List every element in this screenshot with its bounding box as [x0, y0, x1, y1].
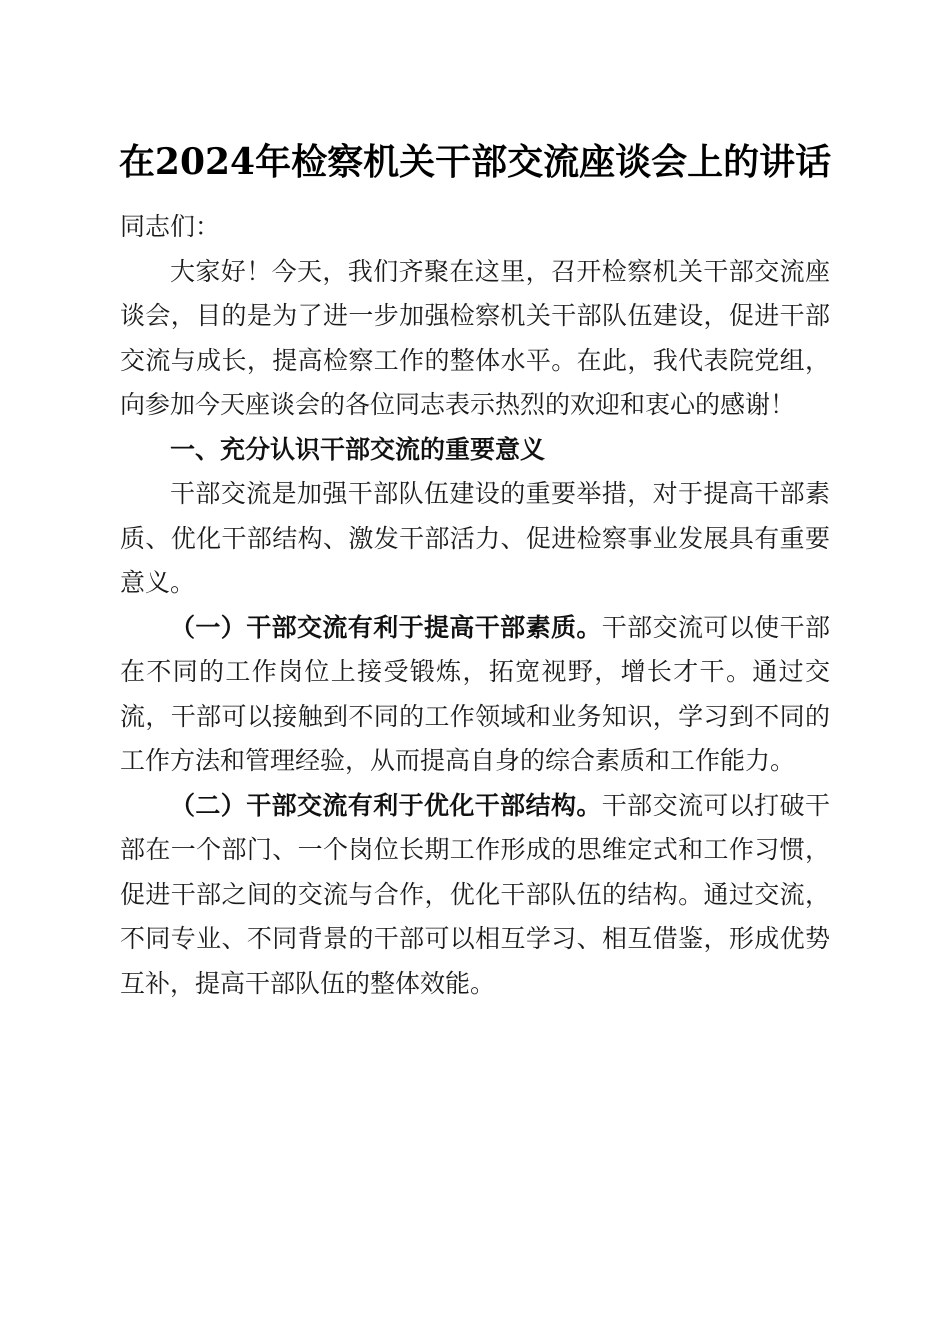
section-lead-paragraph: 干部交流是加强干部队伍建设的重要举措，对于提高干部素质、优化干部结构、激发干部活力、促进检察事业发展具有重要意义。	[120, 479, 830, 597]
subsection-lead-2: （二）干部交流有利于优化干部结构。	[170, 790, 602, 820]
subsection-text-2: 干部交流可以打破干部在一个部门、一个岗位长期工作形成的思维定式和工作习惯，促进干部之间的交流与合作，优化干部队伍的结构。通过交流，不同专业、不同背景的干部可以相互学习、相互借鉴，形成优势互补，提高干部队伍的整体效能。	[120, 790, 830, 998]
subsection-paragraph-2	[120, 784, 830, 1007]
subsection-text-1: 干部交流可以使干部在不同的工作岗位上接受锻炼，拓宽视野，增长才干。通过交流，干部可以接触到不同的工作领域和业务知识，学习到不同的工作方法和管理经验，从而提高自身的综合素质和工作能力。	[120, 612, 830, 775]
subsection-paragraph-1	[120, 606, 830, 784]
intro-paragraph: 大家好！今天，我们齐聚在这里，召开检察机关干部交流座谈会，目的是为了进一步加强检察机关干部队伍建设，促进干部交流与成长，提高检察工作的整体水平。在此，我代表院党组，向参加今天座谈会的各位同志表示热烈的欢迎和衷心的感谢！	[120, 256, 830, 419]
section-heading: 一、充分认识干部交流的重要意义	[170, 434, 546, 464]
salutation: 同志们：	[120, 212, 221, 241]
document-body	[120, 205, 830, 1006]
document-title: 在2024年检察机关干部交流座谈会上的讲话	[118, 141, 832, 183]
subsection-lead-1: （一）干部交流有利于提高干部素质。	[170, 612, 602, 642]
